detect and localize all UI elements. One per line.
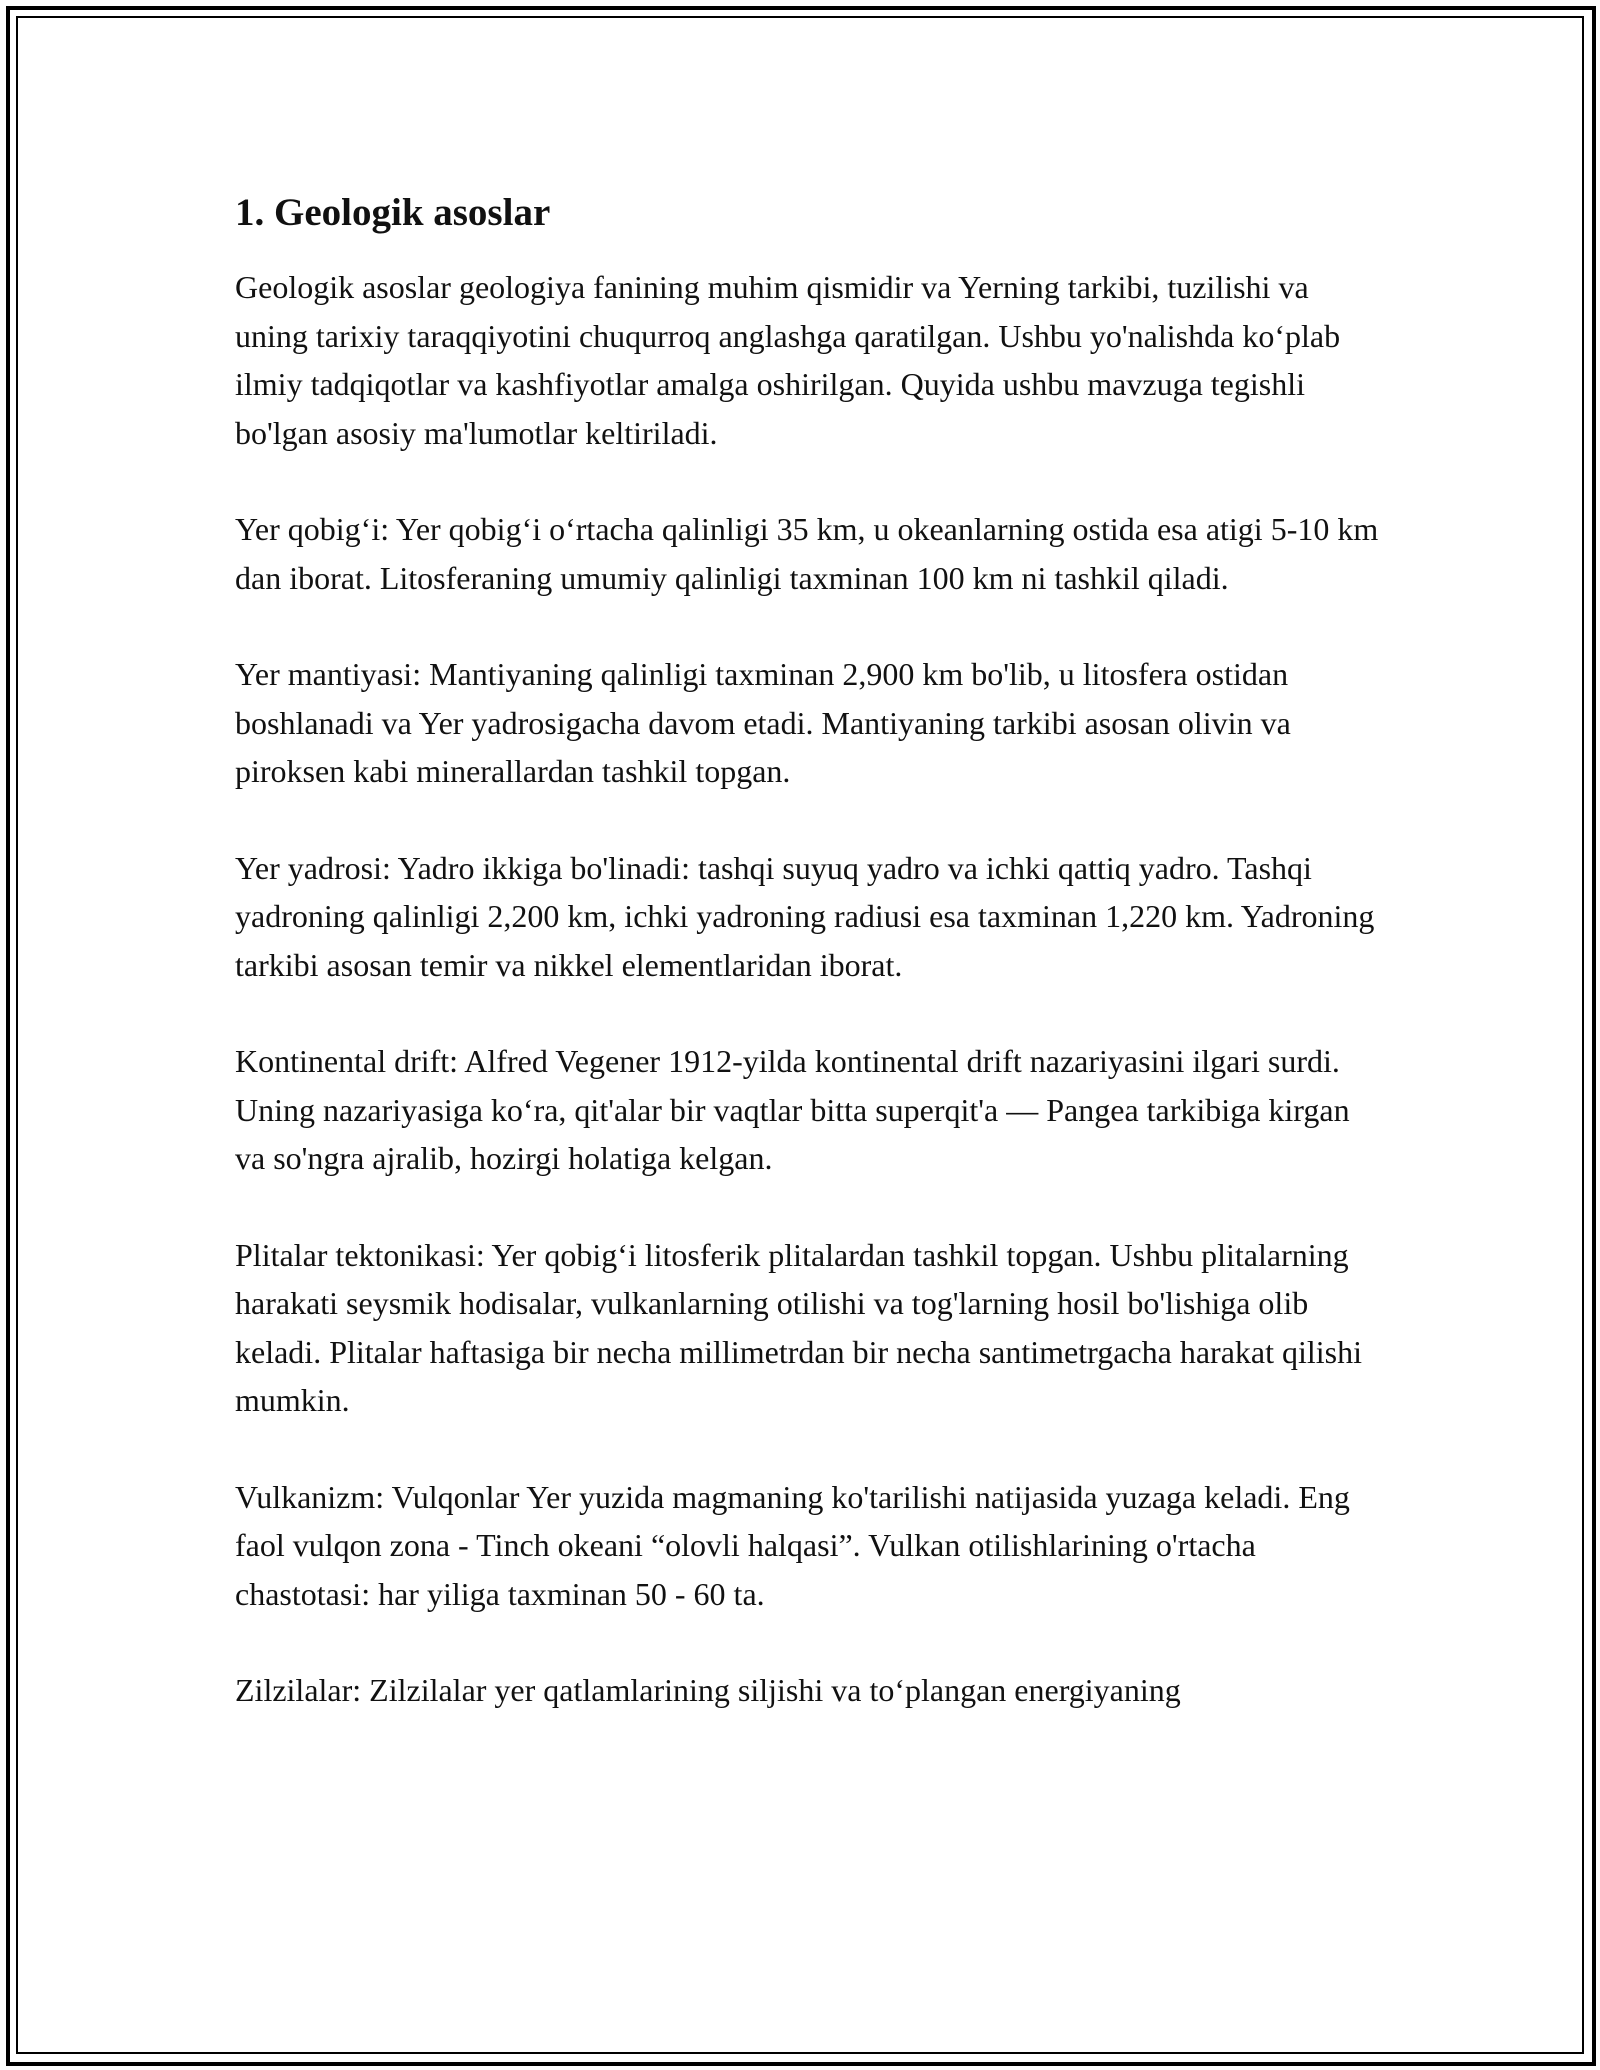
- paragraph-core: Yer yadrosi: Yadro ikkiga bo'linadi: tashqi suyuq yadro va ichki qattiq yadro. Tashqi yadroning qalinligi 2,200 km, ichki yadroning radiusi esa taxminan 1,220 km. Yadroning tarkibi asosan temir va nikkel elementlaridan iborat.: [235, 849, 1375, 983]
- paragraph-crust: Yer qobig‘i: Yer qobig‘i o‘rtacha qalinligi 35 km, u okeanlarning ostida esa atigi 5-10 km dan iborat. Litosferaning umumiy qalinligi taxminan 100 km ni tashkil qiladi.: [235, 511, 1379, 596]
- section-title: 1. Geologik asoslar: [235, 191, 551, 234]
- paragraph-plate-tectonics: Plitalar tektonikasi: Yer qobig‘i litosferik plitalardan tashkil topgan. Ushbu plitalarning harakati seysmik hodisalar, vulkanlarning otilishi va tog'larning hosil bo'lishiga olib keladi. Plitalar haftasiga bir necha millimetrdan bir necha santimetrgacha harakat qilishi mumkin.: [235, 1236, 1362, 1418]
- paragraph-continental-drift: Kontinental drift: Alfred Vegener 1912-yilda kontinental drift nazariyasini ilgari surdi. Uning nazariyasiga ko‘ra, qit'alar bir vaqtlar bitta superqit'a — Pangea tarkibiga kirgan va so'ngra ajralib, hozirgi holatiga kelgan.: [235, 1043, 1350, 1176]
- document-body: [235, 185, 1385, 1763]
- paragraph-earthquakes: Zilzilalar: Zilzilalar yer qatlamlarining siljishi va to‘plangan energiyaning: [235, 1672, 1181, 1708]
- paragraph-volcanism: Vulkanizm: Vulqonlar Yer yuzida magmaning ko'tarilishi natijasida yuzaga keladi. Eng faol vulqon zona - Tinch okeani “olovli halqasi”. Vulkan otilishlarining o'rtacha chastotasi: har yiliga taxminan 50 - 60 ta.: [235, 1478, 1350, 1612]
- paragraph-intro: Geologik asoslar geologiya fanining muhim qismidir va Yerning tarkibi, tuzilishi va uning tarixiy taraqqiyotini chuqurroq anglashga qaratilgan. Ushbu yo'nalishda ko‘plab ilmiy tadqiqotlar va kashfiyotlar amalga oshirilgan. Quyida ushbu mavzuga tegishli bo'lgan asosiy ma'lumotlar keltiriladi.: [235, 269, 1341, 451]
- paragraph-mantle: Yer mantiyasi: Mantiyaning qalinligi taxminan 2,900 km bo'lib, u litosfera ostidan boshlanadi va Yer yadrosigacha davom etadi. Mantiyaning tarkibi asosan olivin va piroksen kabi minerallardan tashkil topgan.: [235, 656, 1291, 789]
